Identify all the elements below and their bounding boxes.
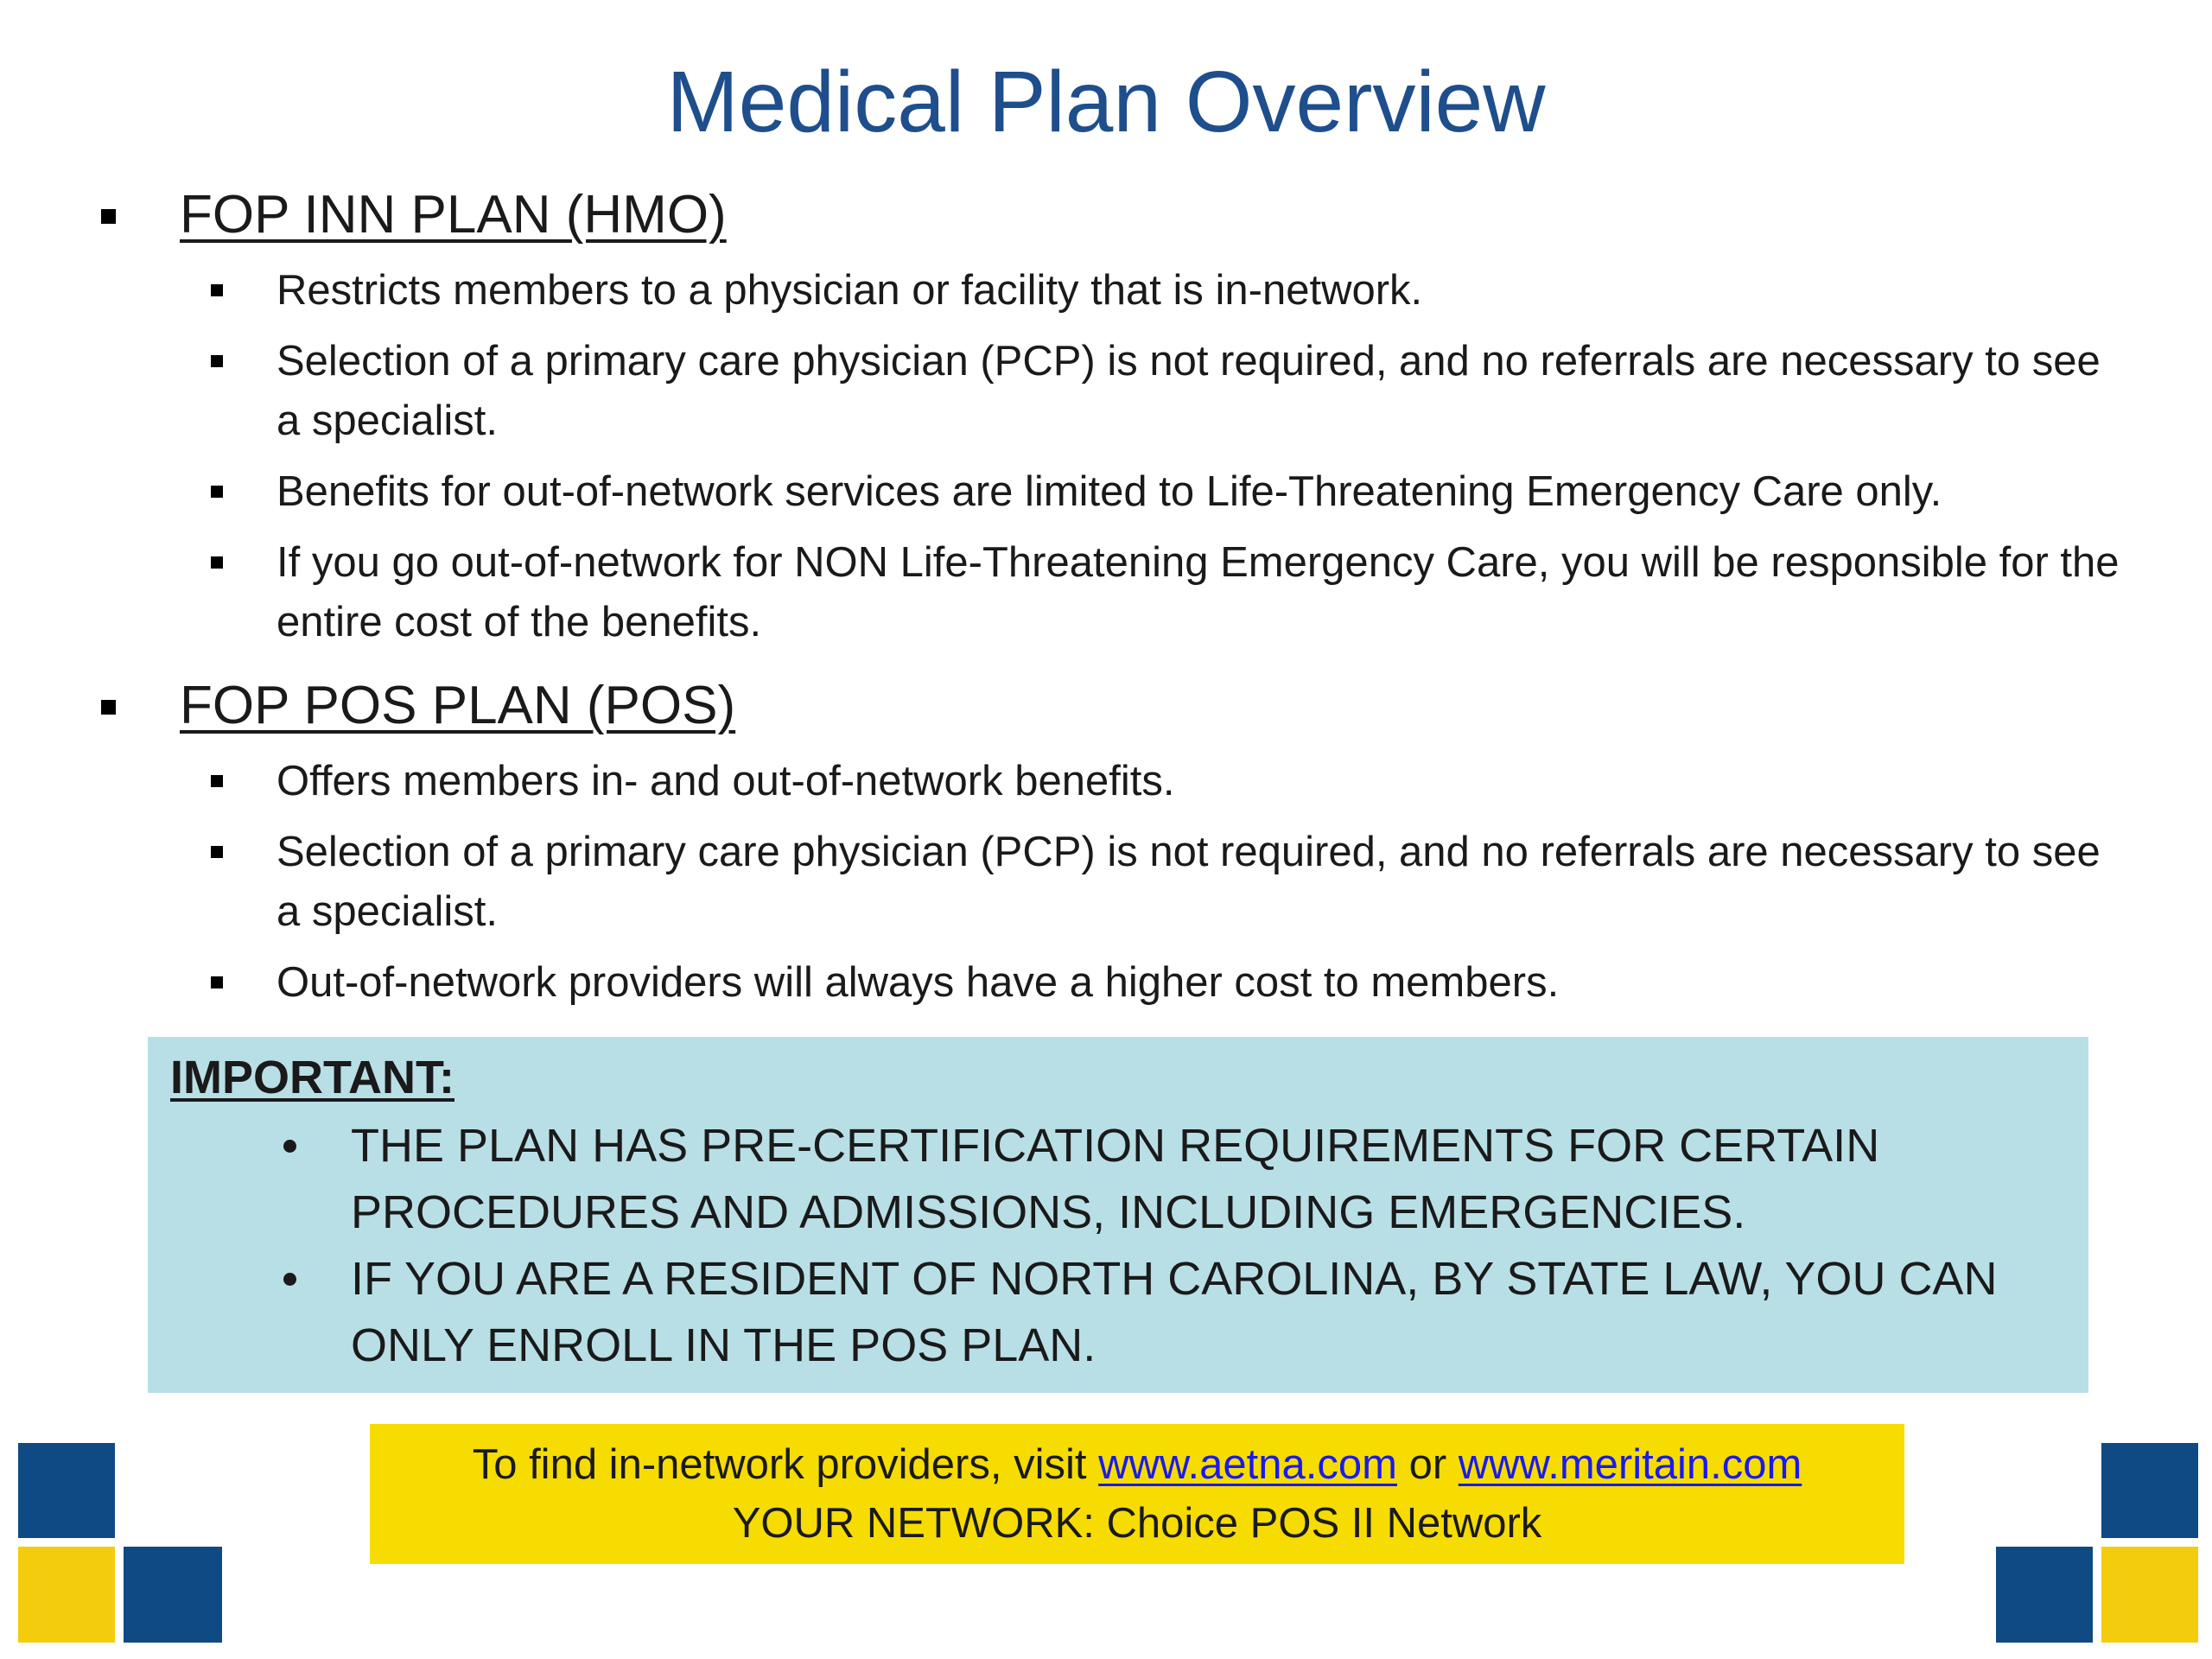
footer-network-line: YOUR NETWORK: Choice POS II Network [732, 1500, 1542, 1547]
section-heading: FOP POS PLAN (POS) [180, 676, 736, 735]
aetna-link[interactable]: www.aetna.com [1098, 1441, 1397, 1488]
footer-network-box [370, 1424, 1904, 1564]
section-heading: FOP INN PLAN (HMO) [180, 185, 727, 245]
list-item: Restricts members to a physician or facility that is in-network. [276, 267, 1423, 314]
list-item: Offers members in- and out-of-network benefits. [276, 758, 1175, 804]
important-text: THE PLAN HAS PRE-CERTIFICATION REQUIREMENTS FOR CERTAIN PROCEDURES AND ADMISSIONS, INCLUDING EMERGENCIES. [351, 1120, 1880, 1238]
item-bullet [211, 976, 223, 988]
item-bullet [211, 846, 223, 858]
item-bullet [211, 486, 223, 498]
footer-prefix: To find in-network providers, visit [472, 1441, 1099, 1488]
list-item: Benefits for out-of-network services are limited to Life-Threatening Emergency Care only. [276, 468, 1942, 515]
list-item: Out-of-network providers will always have a higher cost to members. [276, 959, 1560, 1006]
list-item: Selection of a primary care physician (PCP) is not required, and no referrals are necessary to see a specialist. [276, 338, 2101, 444]
dot-bullet [283, 1140, 296, 1153]
important-callout [148, 1037, 2088, 1393]
section-bullet [101, 700, 116, 715]
dot-bullet [283, 1273, 296, 1286]
decorative-square [124, 1547, 222, 1643]
decorative-square [1996, 1547, 2093, 1643]
decorative-square [18, 1443, 115, 1538]
page-title: Medical Plan Overview [666, 54, 1546, 150]
item-bullet [211, 284, 223, 296]
item-bullet [211, 775, 223, 787]
footer-separator: or [1396, 1441, 1459, 1488]
footer-providers-line [370, 1424, 1904, 1494]
meritain-link[interactable]: www.meritain.com [1458, 1441, 1802, 1488]
important-label: IMPORTANT: [170, 1052, 454, 1103]
decorative-square [18, 1547, 115, 1643]
decorative-square [2101, 1547, 2198, 1643]
item-bullet [211, 556, 223, 569]
section-bullet [101, 209, 116, 224]
decorative-square [2101, 1443, 2198, 1538]
list-item: Selection of a primary care physician (PCP) is not required, and no referrals are necessary to see a specialist. [276, 829, 2101, 935]
list-item: If you go out-of-network for NON Life-Threatening Emergency Care, you will be responsible for the entire cost of the benefits. [276, 539, 2120, 645]
item-bullet [211, 355, 223, 367]
important-text: IF YOU ARE A RESIDENT OF NORTH CAROLINA, BY STATE LAW, YOU CAN ONLY ENROLL IN THE POS PLAN. [351, 1253, 1998, 1371]
